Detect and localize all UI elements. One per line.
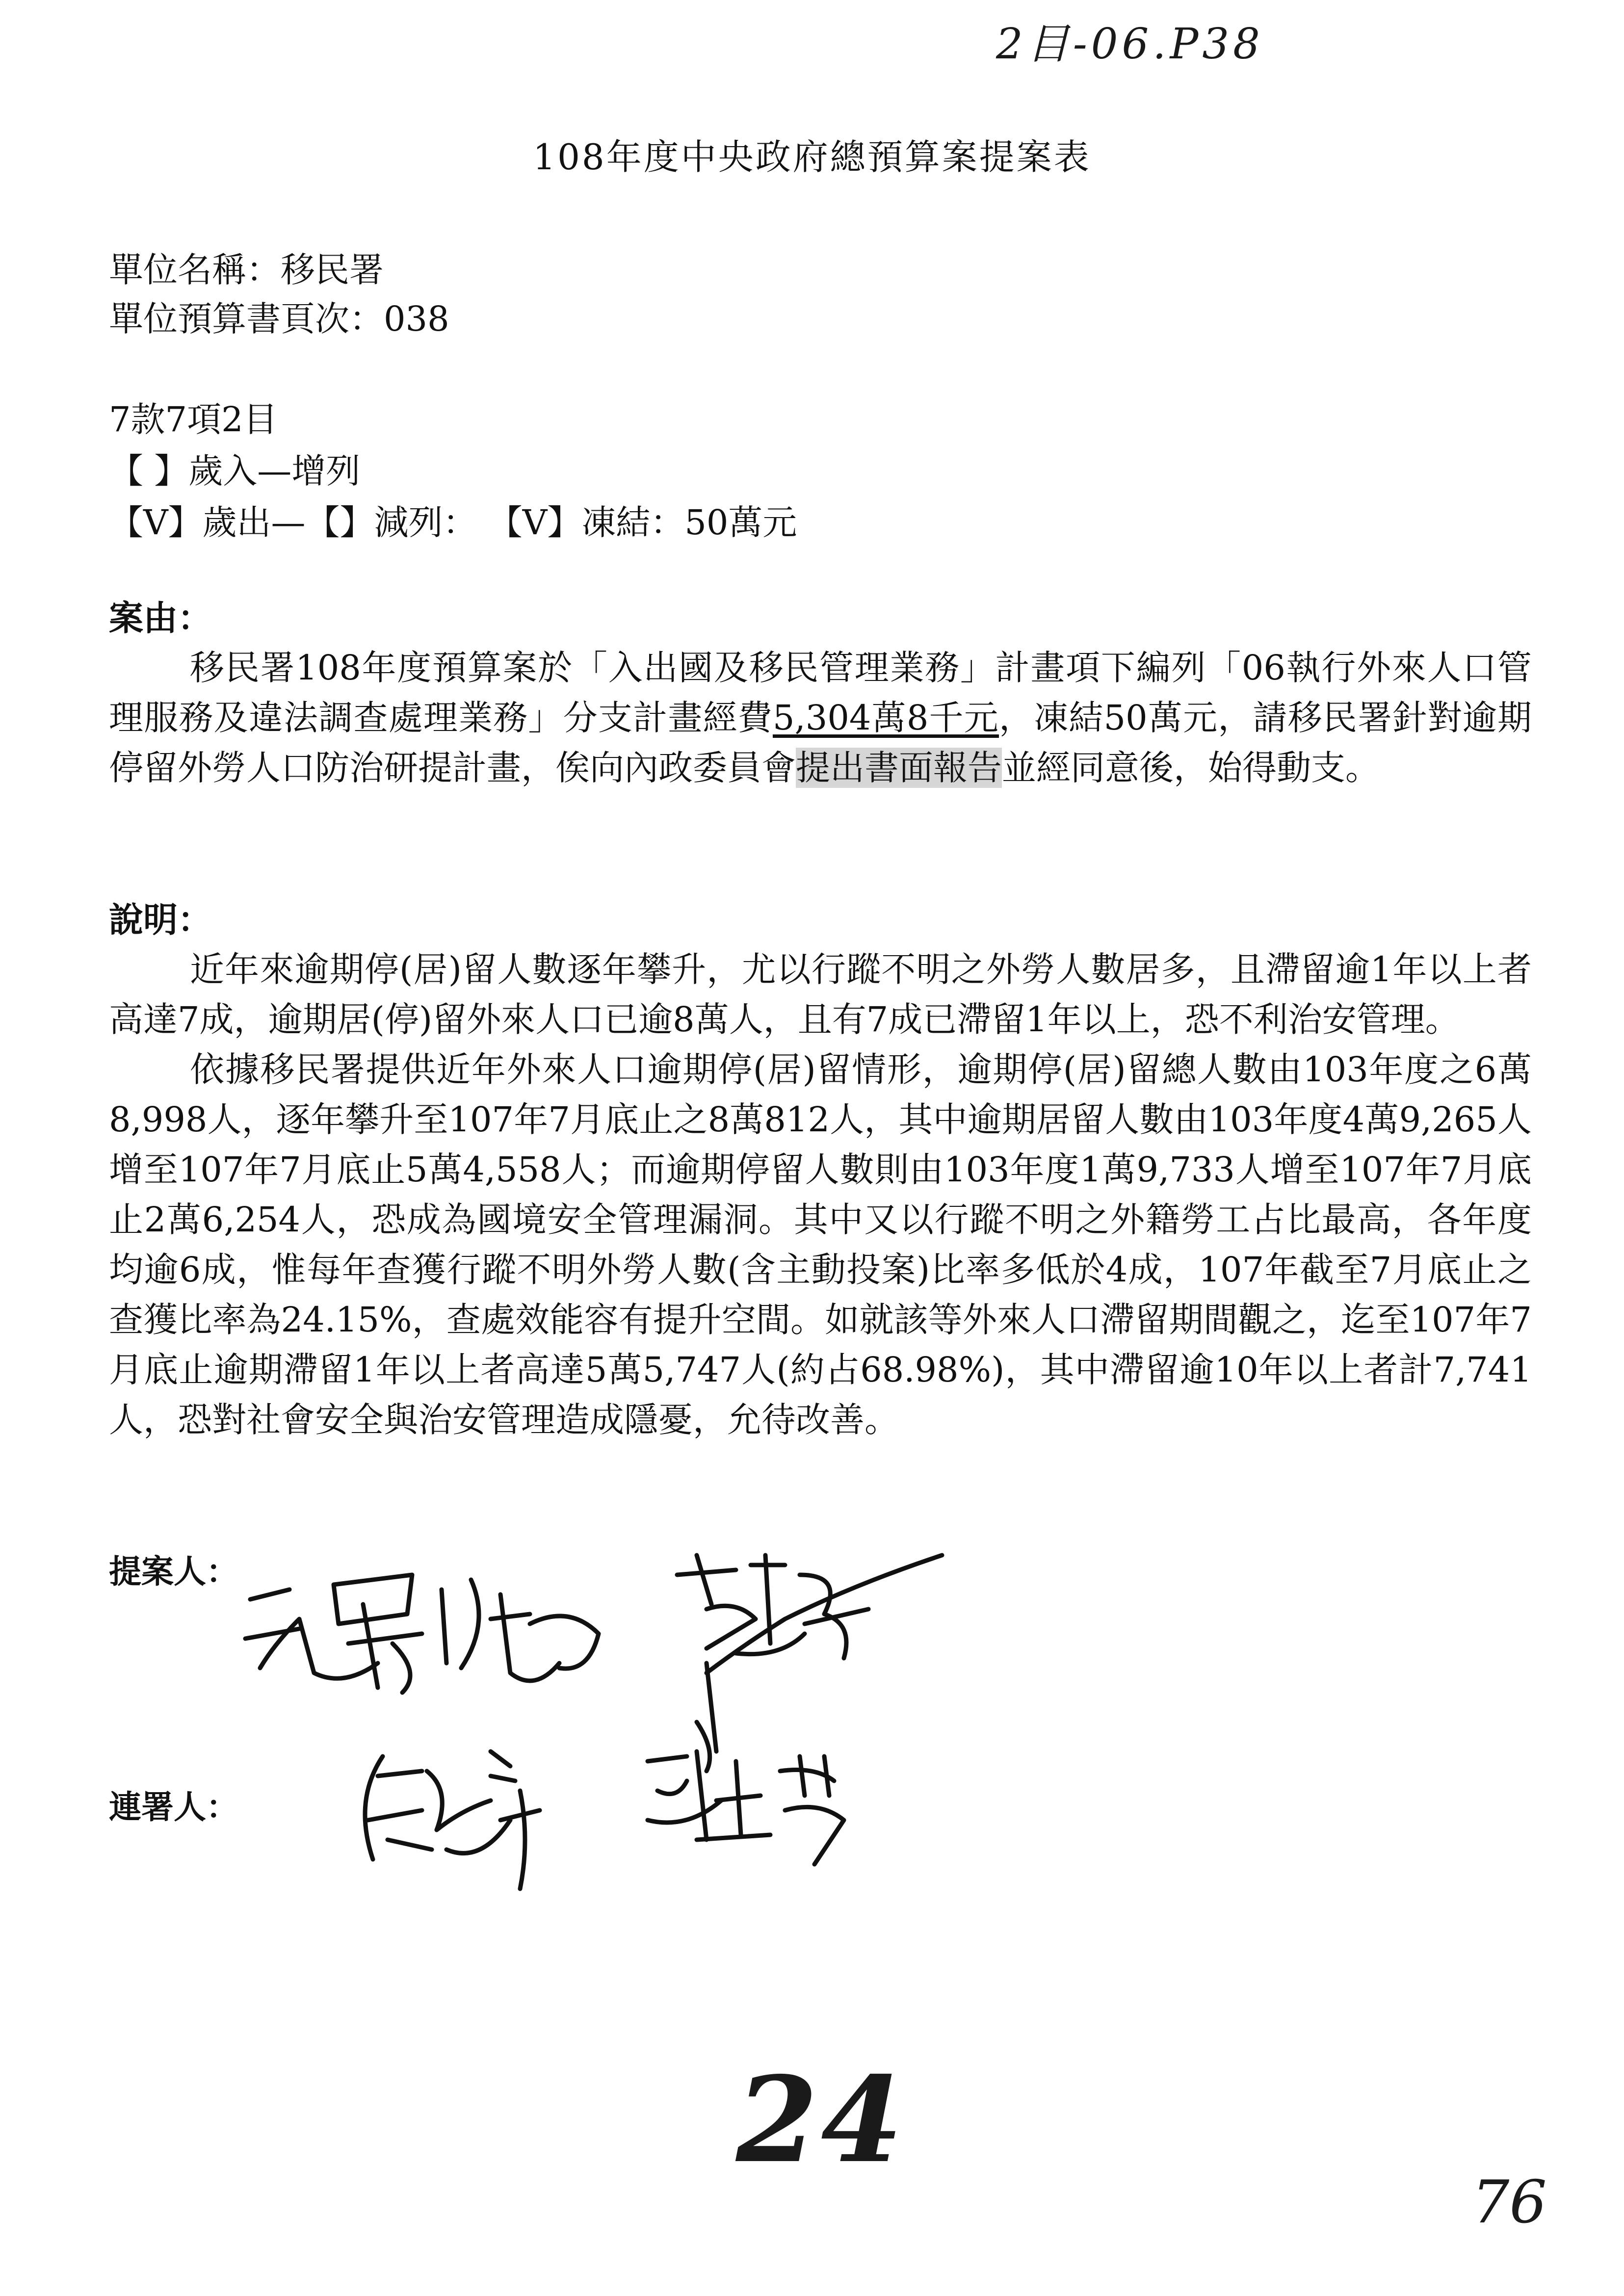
unit-name: 移民署 — [281, 250, 384, 290]
reason-text-1: 移民署108年度預算案於「入出國及移民管理業務」計畫項下編列「06執行外來人口管理服務及違法調查處理業務」分支計畫經費 — [109, 648, 1532, 738]
budget-page: 038 — [384, 299, 449, 339]
budget-page-line — [109, 294, 449, 343]
reason-paragraph — [109, 643, 1532, 793]
signature-scribbles — [216, 1545, 1099, 1913]
unit-name-label: 單位名稱： — [109, 250, 281, 290]
cosigner-label: 連署人： — [109, 1788, 238, 1826]
item-code: 7款7項2目 — [109, 399, 278, 440]
explain-paragraph-1: 近年來逾期停(居)留人數逐年攀升，尤以行蹤不明之外勞人數居多，且滯留逾1年以上者高達7成，逾期居(停)留外來人口已逾8萬人，且有7成已滯留1年以上，恐不利治安管理。 — [109, 949, 1532, 1040]
expense-line: 【V】歲出—【】減列： 【V】凍結：50萬元 — [109, 502, 797, 543]
reason-text-2: ，凍結50萬元，請移民署針對逾期停留外勞人口防治研提計畫，俟向內政委員會 — [109, 698, 1532, 788]
revenue-line: 【 】歲入—增列 — [109, 451, 361, 491]
signature-cosigner-2 — [648, 1751, 844, 1864]
page-number: 24 — [736, 2051, 906, 2189]
document-title: 108年度中央政府總預算案提案表 — [533, 136, 1091, 178]
budget-page-label: 單位預算書頁次： — [109, 299, 384, 339]
explain-section — [109, 944, 1532, 1445]
reason-amount: 5,304萬8千元 — [773, 698, 999, 738]
corner-number: 76 — [1472, 2168, 1547, 2237]
reason-highlight: 提出書面報告 — [796, 748, 1002, 788]
handwritten-annotation: 2目-06.P38 — [996, 20, 1264, 69]
signature-cosigner-1 — [365, 1751, 540, 1889]
signature-proposer-2 — [677, 1555, 942, 1771]
explain-paragraph-2: 依據移民署提供近年外來人口逾期停(居)留情形，逾期停(居)留總人數由103年度之6萬8,998人，逐年攀升至107年7月底止之8萬812人，其中逾期居留人數由103年度4萬9,265人增至107年7月底止5萬4,558人；而逾期停留人數則由103年度1萬9,733人增至107年7月底止2萬6,254人，恐成為國境安全管理漏洞。其中又以行蹤不明之外籍勞工占比最高，各年度均逾6成，惟每年查獲行蹤不明外勞人數(含主動投案)比率多低於4成，107年截至7月底止之查獲比率為24.15%，查處效能容有提升空間。如就該等外來人口滯留期間觀之，迄至107年7月底止逾期滯留1年以上者高達5萬5,747人(約占68.98%)，其中滯留逾10年以上者計7,741人，恐對社會安全與治安管理造成隱憂，允待改善。 — [109, 1049, 1532, 1440]
explain-heading: 說明： — [109, 900, 212, 940]
reason-text-3: 並經同意後，始得動支。 — [1002, 748, 1380, 788]
proposer-label: 提案人： — [109, 1553, 238, 1591]
signature-proposer-1 — [245, 1575, 599, 1693]
reason-heading: 案由： — [109, 598, 212, 638]
unit-name-line — [109, 245, 384, 294]
